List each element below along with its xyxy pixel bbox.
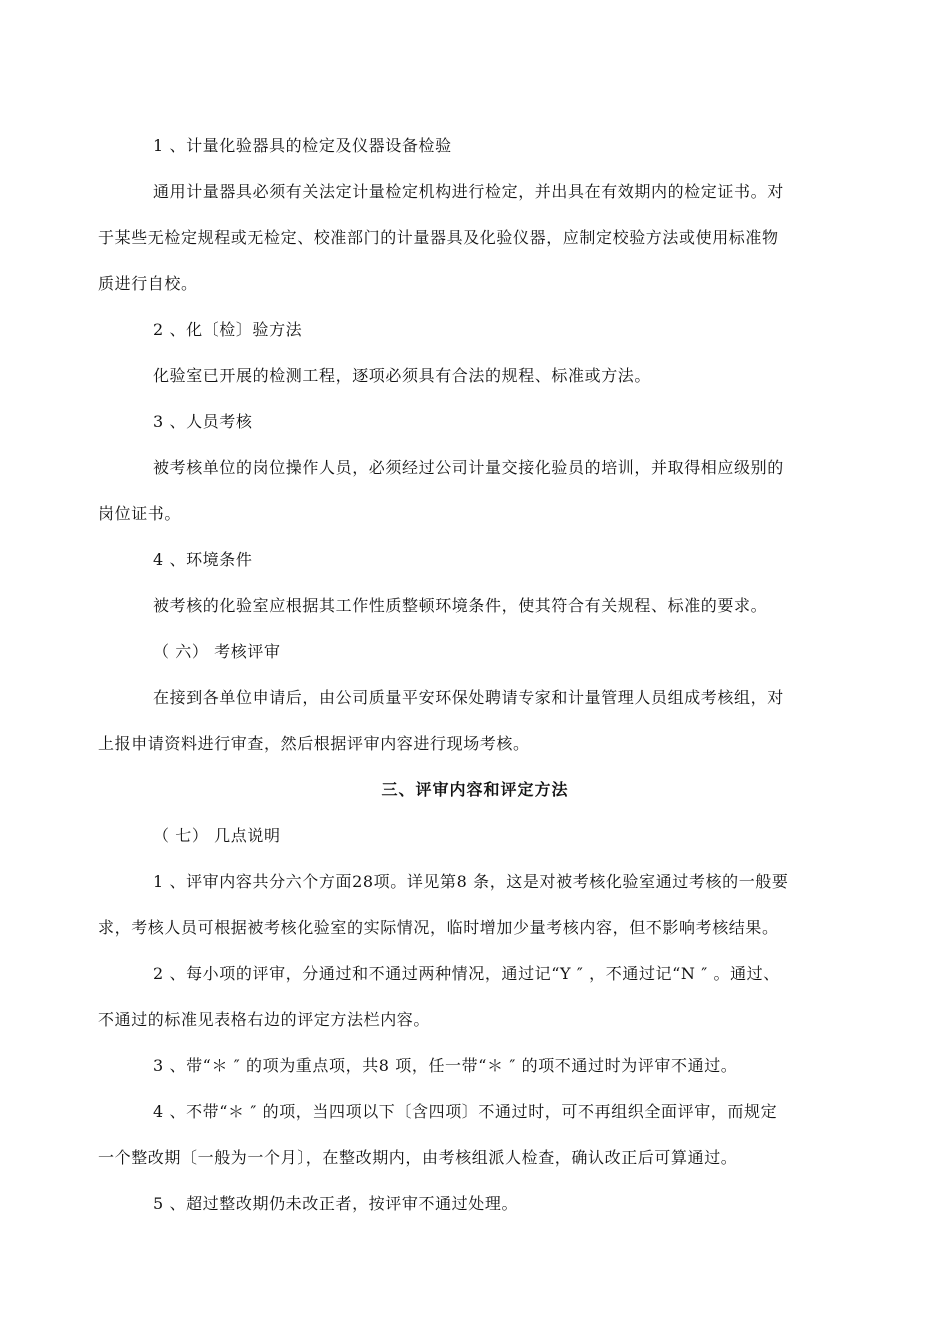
item-heading-1: 1 、计量化验器具的检定及仪器设备检验 (153, 136, 452, 155)
item-heading-2: 2 、化〔检〕验方法 (153, 320, 303, 339)
paragraph-line: 求，考核人员可根据被考核化验室的实际情况，临时增加少量考核内容，但不影响考核结果。 (98, 918, 779, 937)
subsection-heading-7: （ 七） 几点说明 (153, 826, 281, 845)
paragraph-line: 上报申请资料进行审查，然后根据评审内容进行现场考核。 (98, 734, 530, 753)
paragraph-line: 岗位证书。 (98, 504, 182, 523)
paragraph-line: 1 、评审内容共分六个方面28项。详见第8 条，这是对被考核化验室通过考核的一般要 (153, 872, 789, 891)
paragraph-line: 5 、超过整改期仍未改正者，按评审不通过处理。 (153, 1194, 519, 1213)
paragraph-line: 一个整改期〔一般为一个月〕，在整改期内，由考核组派人检查，确认改正后可算通过。 (98, 1148, 738, 1167)
paragraph-line: 被考核单位的岗位操作人员，必须经过公司计量交接化验员的培训，并取得相应级别的 (153, 458, 784, 477)
paragraph-line: 化验室已开展的检测工程，逐项必须具有合法的规程、标准或方法。 (153, 366, 652, 385)
section-heading-3: 三、评审内容和评定方法 (381, 780, 569, 799)
subsection-heading-6: （ 六） 考核评审 (153, 642, 281, 661)
item-heading-4: 4 、环境条件 (153, 550, 253, 569)
paragraph-line: 被考核的化验室应根据其工作性质整顿环境条件，使其符合有关规程、标准的要求。 (153, 596, 768, 615)
paragraph-line: 通用计量器具必须有关法定计量检定机构进行检定，并出具在有效期内的检定证书。对 (153, 182, 784, 201)
paragraph-line: 于某些无检定规程或无检定、校准部门的计量器具及化验仪器，应制定校验方法或使用标准物 (98, 228, 779, 247)
paragraph-line: 4 、不带“＊ ″ 的项，当四项以下〔含四项〕不通过时，可不再组织全面评审，而规定 (153, 1102, 778, 1121)
paragraph-line: 在接到各单位申请后，由公司质量平安环保处聘请专家和计量管理人员组成考核组，对 (153, 688, 784, 707)
item-heading-3: 3 、人员考核 (153, 412, 253, 431)
paragraph-line: 不通过的标准见表格右边的评定方法栏内容。 (98, 1010, 431, 1029)
paragraph-line: 2 、每小项的评审，分通过和不通过两种情况，通过记“Y ″ ，不通过记“N ″ 。通过、 (153, 964, 780, 983)
paragraph-line: 质进行自校。 (98, 274, 198, 293)
paragraph-line: 3 、带“＊ ″ 的项为重点项，共8 项，任一带“＊ ″ 的项不通过时为评审不通过。 (153, 1056, 738, 1075)
